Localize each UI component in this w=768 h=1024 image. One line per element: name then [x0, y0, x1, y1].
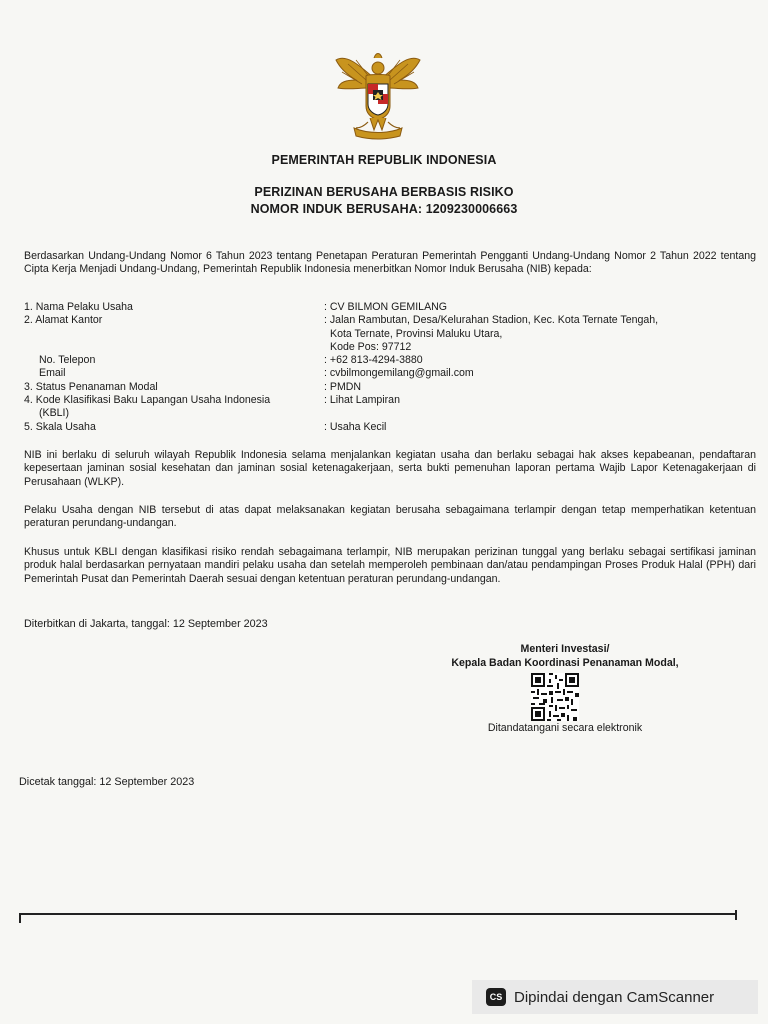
name-label: 1. Nama Pelaku Usaha — [24, 301, 133, 313]
name-row — [24, 301, 744, 314]
name-value: : CV BILMON GEMILANG — [324, 301, 448, 313]
intro-paragraph: Berdasarkan Undang-Undang Nomor 6 Tahun 2023 tentang Penetapan Peraturan Pemerintah Pengganti Undang-Undang Nomor 2 Tahun 2022 tentang Cipta Kerja Menjadi Undang-Undang, Pemerintah Republik Indonesia menerbitkan Nomor Induk Berusaha (NIB) kepada: — [24, 250, 756, 276]
address-label: 2. Alamat Kantor — [24, 314, 103, 327]
email-label: Email — [39, 367, 66, 380]
email-row — [24, 367, 744, 380]
address-row-2 — [24, 328, 744, 341]
address-row-3 — [24, 341, 744, 354]
signatory-title-1: Menteri Investasi/ — [520, 643, 610, 655]
kbli-label-cont: (KBLI) — [39, 407, 70, 420]
qr-code-icon — [531, 673, 579, 721]
government-title: PEMERINTAH REPUBLIK INDONESIA — [271, 153, 497, 167]
business-details — [24, 301, 744, 434]
camscanner-label: Dipindai dengan CamScanner — [514, 988, 715, 1006]
garuda-emblem-icon — [328, 44, 428, 140]
divider-tick-right — [735, 910, 737, 920]
scale-value: : Usaha Kecil — [324, 420, 387, 433]
nib-number: NOMOR INDUK BERUSAHA: 1209230006663 — [250, 202, 518, 216]
investment-row — [24, 381, 744, 394]
address-line-2: Kota Ternate, Provinsi Maluku Utara, — [330, 327, 503, 340]
electronic-signature-note: Ditandatangani secara elektronik — [487, 722, 643, 734]
phone-row — [24, 354, 744, 367]
spacer — [324, 407, 744, 420]
email-value: : cvbilmongemilang@gmail.com — [324, 367, 474, 380]
address-row — [24, 314, 744, 327]
issued-date: Diterbitkan di Jakarta, tanggal: 12 September 2023 — [24, 618, 268, 630]
camscanner-watermark — [472, 980, 758, 1014]
camscanner-icon: CS — [486, 988, 506, 1006]
phone-label: No. Telepon — [39, 354, 96, 367]
kbli-label: 4. Kode Klasifikasi Baku Lapangan Usaha Indonesia — [24, 394, 271, 407]
signatory-title-2: Kepala Badan Koordinasi Penanaman Modal, — [451, 657, 679, 669]
spacer — [24, 341, 324, 354]
divider-tick-left — [19, 913, 21, 923]
business-activity-paragraph: Pelaku Usaha dengan NIB tersebut di atas dapat melaksanakan kegiatan berusaha sebagaimana terlampir dengan tetap memperhatikan ketentuan peraturan perundang-undangan. — [24, 504, 756, 530]
permit-title: PERIZINAN BERUSAHA BERBASIS RISIKO — [254, 185, 514, 199]
scale-row — [24, 421, 744, 434]
nib-validity-paragraph: NIB ini berlaku di seluruh wilayah Republik Indonesia selama menjalankan kegiatan usaha dan berlaku sebagai hak akses kepabeanan, pendaftaran kepesertaan jaminan sosial kesehatan dan jaminan sosial ketenagakerjaan, serta bukti pemenuhan laporan pertama Wajib Lapor Ketenagakerjaan di Perusahaan (WLKP). — [24, 449, 756, 488]
printed-date: Dicetak tanggal: 12 September 2023 — [19, 776, 195, 788]
phone-value: : +62 813-4294-3880 — [324, 354, 423, 367]
scale-label: 5. Skala Usaha — [24, 420, 96, 433]
address-line-1: : Jalan Rambutan, Desa/Kelurahan Stadion, Kec. Kota Ternate Tengah, — [324, 314, 659, 327]
spacer — [24, 328, 324, 341]
address-line-3: Kode Pos: 97712 — [330, 340, 412, 353]
footer-divider — [19, 913, 737, 915]
kbli-value: : Lihat Lampiran — [324, 394, 400, 407]
kbli-row — [24, 394, 744, 407]
kbli-row-2 — [24, 407, 744, 420]
halal-certification-paragraph: Khusus untuk KBLI dengan klasifikasi risiko rendah sebagaimana terlampir, NIB merupakan perizinan tunggal yang berlaku sebagai sertifikasi jaminan produk halal berdasarkan pernyataan mandiri pelaku usaha dan setelah memperoleh pembinaan dan/atau pendampingan Proses Produk Halal (PPH) dari Pemerintah Pusat dan Pemerintah Daerah sesuai dengan ketentuan peraturan perundang-undangan. — [24, 546, 756, 585]
investment-label: 3. Status Penanaman Modal — [24, 380, 158, 393]
investment-value: : PMDN — [324, 380, 362, 393]
